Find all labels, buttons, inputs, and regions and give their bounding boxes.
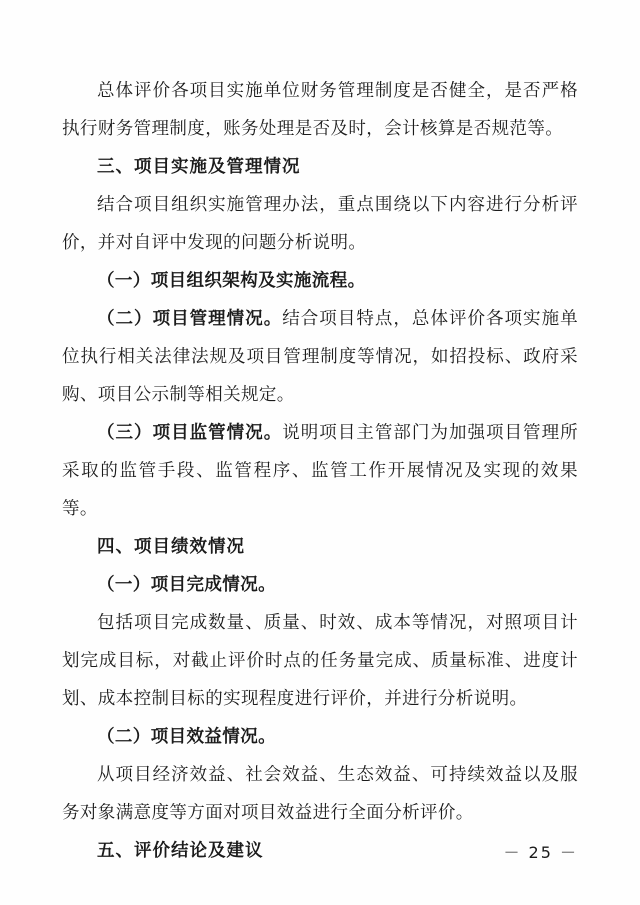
page-number: － 25 － [503,843,578,862]
paragraph-4-2-body: 从项目经济效益、社会效益、生态效益、可持续效益以及服务对象满意度等方面对项目效益进行全面分析评价。 [62,765,578,823]
paragraph-4-2 [62,718,578,756]
heading-section-5: 五、评价结论及建议 [97,841,264,861]
paragraph-4-2-lead: （二）项目效益情况。 [97,727,276,747]
paragraph-3-2 [62,300,578,414]
paragraph-3-3-lead: （三）项目监管情况。 [97,423,283,443]
paragraph-4-1-body: 包括项目完成数量、质量、时效、成本等情况，对照项目计划完成目标，对截止评价时点的任务量完成、质量标准、进度计划、成本控制目标的实现程度进行评价，并进行分析说明。 [62,613,578,709]
heading-section-3: 三、项目实施及管理情况 [97,157,301,177]
paragraph-4-1-lead: （一）项目完成情况。 [97,575,276,595]
heading-section-4: 四、项目绩效情况 [97,537,245,557]
paragraph-3-3 [62,414,578,528]
paragraph-overall-evaluation: 总体评价各项目实施单位财务管理制度是否健全，是否严格执行财务管理制度，账务处理是否及时，会计核算是否规范等。 [62,81,578,139]
paragraph-3-3-text: 说明项目主管部门为加强项目管理所采取的监管手段、监管程序、监管工作开展情况及实现的效果等。 [62,423,579,519]
paragraph-3-2-lead: （二）项目管理情况。 [97,309,283,329]
paragraph-section-3-intro: 结合项目组织实施管理办法，重点围绕以下内容进行分析评价，并对自评中发现的问题分析说明。 [62,195,578,253]
document-body [62,72,578,870]
paragraph-3-1-lead: （一）项目组织架构及实施流程。 [97,271,366,291]
paragraph-3-1 [62,262,578,300]
paragraph-4-1 [62,566,578,604]
paragraph-3-2-text: 结合项目特点，总体评价各项实施单位执行相关法律法规及项目管理制度等情况，如招投标、政府采购、项目公示制等相关规定。 [62,309,579,405]
